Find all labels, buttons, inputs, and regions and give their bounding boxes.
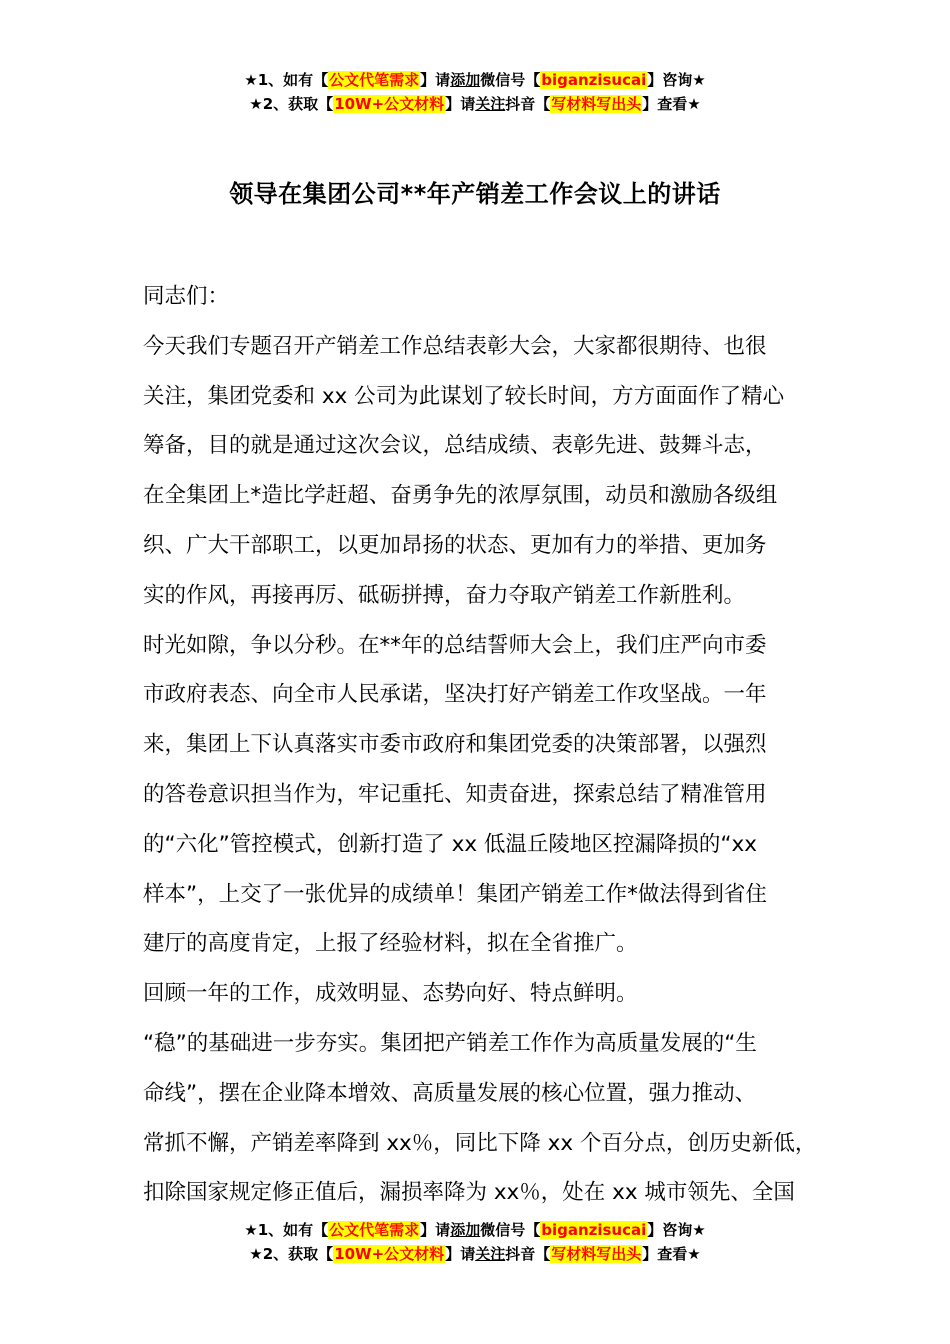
- banner-text: ★2、获取【: [249, 95, 334, 113]
- footer-banner: [0, 1218, 950, 1266]
- body-line: “稳”的基础进一步夯实。集团把产销差工作作为高质量发展的“生: [143, 1030, 757, 1056]
- banner-text: 】请: [420, 1221, 451, 1239]
- highlight-text: 公文代笔需求: [329, 71, 420, 89]
- highlight-text: 写材料写出头: [551, 1245, 642, 1263]
- banner-line-1: [0, 1218, 950, 1242]
- body-line: 今天我们专题召开产销差工作总结表彰大会，大家都很期待、也很: [143, 333, 767, 359]
- body-line: 同志们：: [143, 284, 230, 309]
- body-line: 的答卷意识担当作为，牢记重托、知责奋进，探索总结了精准管用: [143, 781, 767, 807]
- underlined-text: 关注: [475, 1245, 506, 1263]
- banner-line-2: [0, 1242, 950, 1266]
- underlined-text: 添加: [450, 71, 481, 89]
- banner-text: 】查看★: [642, 1245, 701, 1263]
- body-line: 来，集团上下认真落实市委市政府和集团党委的决策部署，以强烈: [143, 732, 767, 758]
- body-line: 建厅的高度肯定，上报了经验材料，拟在全省推广。: [143, 931, 638, 957]
- banner-text: ★1、如有【: [244, 71, 329, 89]
- body-line: 在全集团上*造比学赶超、奋勇争先的浓厚氛围，动员和激励各级组: [143, 483, 778, 509]
- body-line: 关注，集团党委和 xx 公司为此谋划了较长时间，方方面面作了精心: [143, 383, 785, 409]
- body-line: 命线”，摆在企业降本增效、高质量发展的核心位置，强力推动、: [143, 1080, 757, 1106]
- body-line: 实的作风，再接再厉、砥砺拼搏，奋力夺取产销差工作新胜利。: [143, 582, 746, 608]
- body-line: 市政府表态、向全市人民承诺，坚决打好产销差工作攻坚战。一年: [143, 682, 767, 708]
- highlight-text: biganzisucai: [541, 71, 647, 89]
- document-title: 领导在集团公司**年产销差工作会议上的讲话: [229, 180, 721, 208]
- banner-text: 微信号【: [480, 71, 541, 89]
- document-body: [143, 272, 823, 1218]
- body-line: 织、广大干部职工，以更加昂扬的状态、更加有力的举措、更加务: [143, 532, 767, 558]
- body-line: 筹备，目的就是通过这次会议，总结成绩、表彰先进、鼓舞斗志，: [143, 433, 767, 459]
- banner-text: 抖音【: [505, 1245, 551, 1263]
- banner-text: 】查看★: [642, 95, 701, 113]
- body-line: 扣除国家规定修正值后，漏损率降为 xx％，处在 xx 城市领先、全国: [143, 1180, 795, 1206]
- highlight-text: 公文代笔需求: [329, 1221, 420, 1239]
- body-line: 常抓不懈，产销差率降到 xx％，同比下降 xx 个百分点，创历史新低，: [143, 1130, 817, 1156]
- underlined-text: 关注: [475, 95, 506, 113]
- banner-line-2: [0, 92, 950, 116]
- underlined-text: 添加: [450, 1221, 481, 1239]
- body-line: 时光如隙，争以分秒。在**年的总结誓师大会上，我们庄严向市委: [143, 632, 767, 658]
- body-line: 的“六化”管控模式，创新打造了 xx 低温丘陵地区控漏降损的“xx: [143, 831, 757, 857]
- banner-text: 微信号【: [480, 1221, 541, 1239]
- header-banner: [0, 68, 950, 116]
- body-line: 样本”，上交了一张优异的成绩单！集团产销差工作*做法得到省住: [143, 881, 767, 907]
- banner-text: 】请: [445, 95, 476, 113]
- highlight-text: biganzisucai: [541, 1221, 647, 1239]
- banner-text: 】咨询★: [647, 71, 706, 89]
- banner-text: 】咨询★: [647, 1221, 706, 1239]
- body-line: 回顾一年的工作，成效明显、态势向好、特点鲜明。: [143, 981, 638, 1007]
- banner-text: 】请: [420, 71, 451, 89]
- banner-line-1: [0, 68, 950, 92]
- banner-text: 】请: [445, 1245, 476, 1263]
- banner-text: ★2、获取【: [249, 1245, 334, 1263]
- banner-text: ★1、如有【: [244, 1221, 329, 1239]
- banner-text: 抖音【: [505, 95, 551, 113]
- highlight-text: 写材料写出头: [551, 95, 642, 113]
- highlight-text: 10W+公文材料: [334, 1245, 445, 1263]
- highlight-text: 10W+公文材料: [334, 95, 445, 113]
